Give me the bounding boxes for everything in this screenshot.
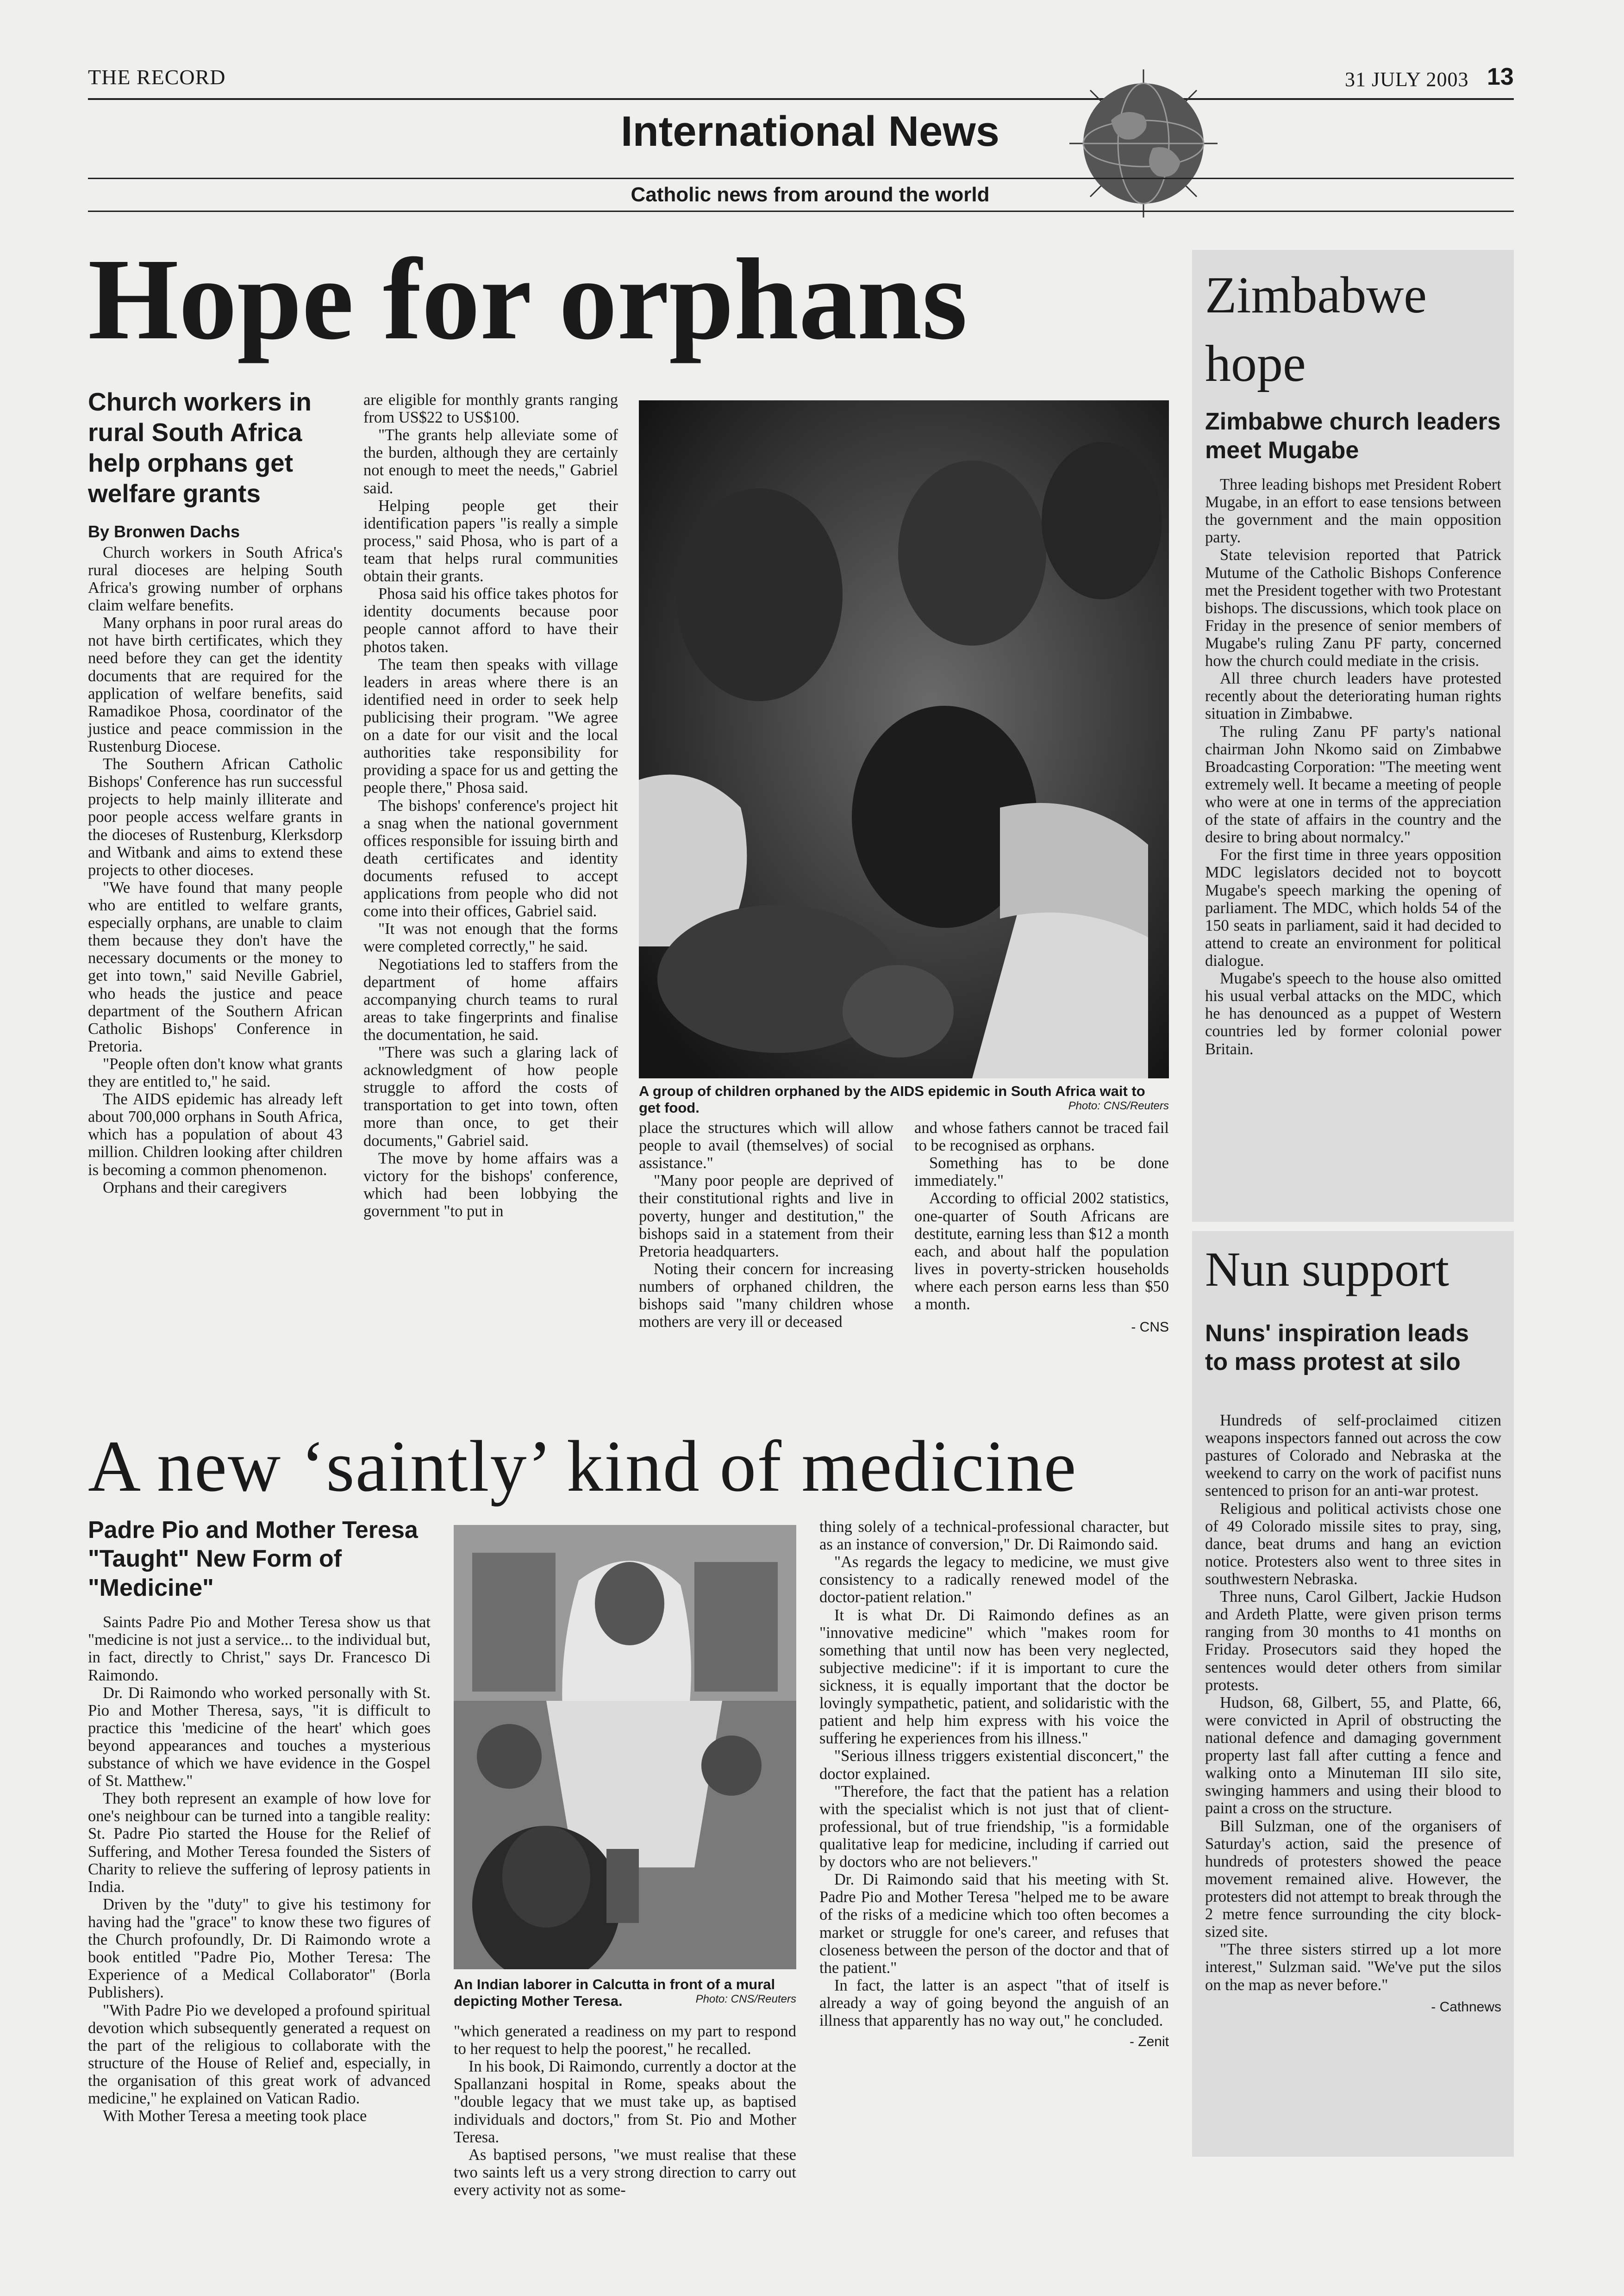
paragraph: In his book, Di Raimondo, currently a doctor at the Spallanzani hospital in Rome, speaks about the "double legacy that we must take up, as baptised individuals and doctors," from St. Pio and Mother Teresa. bbox=[454, 2058, 796, 2146]
story2-column-2 bbox=[454, 2022, 796, 2199]
sidebar2-body bbox=[1205, 1412, 1501, 2015]
paragraph: "People often don't know what grants they are entitled to," he said. bbox=[88, 1055, 343, 1091]
caption-text: An Indian laborer in Calcutta in front of a mural depicting Mother Teresa. bbox=[454, 1976, 775, 2009]
paragraph: Bill Sulzman, one of the organisers of Saturday's action, said the presence of hundreds of protesters showed the peace movement remained alive. However, the protesters did not attempt to break through the 2 metre fence surrounding the city block-sized site. bbox=[1205, 1817, 1501, 1941]
issue-date: 31 JULY 2003 bbox=[1345, 68, 1469, 91]
paragraph: In fact, the latter is an aspect "that of itself is already a way of going beyond the anguish of an illness that apparently has no way out," he concluded. bbox=[819, 1976, 1169, 2030]
story1-column-2 bbox=[363, 391, 618, 1220]
story2-photo-caption bbox=[454, 1976, 796, 2009]
paragraph: The ruling Zanu PF party's national chairman John Nkomo said on Zimbabwe Broadcasting Corporation: "The meeting went extremely well. It became a meeting of people who were at one in terms of the appreciation of the state of affairs in the country and the desire to bring about normalcy." bbox=[1205, 722, 1501, 846]
story1-deck: Church workers in rural South Africa help orphans get welfare grants bbox=[88, 387, 312, 508]
paragraph: Mugabe's speech to the house also omitted his usual verbal attacks on the MDC, which he has denounced as a puppet of Western countries led by former colonial power Britain. bbox=[1205, 970, 1501, 1058]
paragraph: "There was such a glaring lack of acknowledgment of how people struggle to afford the costs of transportation to get into town, often more than once, to get their documents," Gabriel said. bbox=[363, 1044, 618, 1150]
paragraph: As baptised persons, "we must realise that these two saints left us a very strong direction to carry out every activity not as some- bbox=[454, 2146, 796, 2199]
story2-column-1 bbox=[88, 1516, 431, 2125]
story1-photo-caption bbox=[639, 1083, 1169, 1116]
children-photo bbox=[639, 400, 1169, 1078]
story1-byline: By Bronwen Dachs bbox=[88, 522, 240, 541]
paragraph: The Southern African Catholic Bishops' Conference has run successful projects to help mainly illiterate and poor people access welfare grants in the dioceses of Rustenburg, Klerksdorp and Witbank and aims to extend these projects to other dioceses. bbox=[88, 755, 343, 879]
masthead-rule bbox=[88, 98, 1514, 100]
paragraph: Saints Padre Pio and Mother Teresa show us that "medicine is not just a service... to the individual but, in fact, directly to Christ," says Dr. Francesco Di Raimondo. bbox=[88, 1613, 431, 1684]
sidebar2-deck: Nuns' inspiration leads to mass protest at silo bbox=[1205, 1320, 1469, 1376]
paragraph: The team then speaks with village leaders in areas where there is an identified need in order to seek help publicising their program. "We agree on a date for our visit and the local authorities take responsibility for providing a space for us and getting the people there," Phosa said. bbox=[363, 655, 618, 797]
story2-deck: Padre Pio and Mother Teresa "Taught" New Form of "Medicine" bbox=[88, 1517, 418, 1601]
paragraph: "Serious illness triggers existential disconcert," the doctor explained. bbox=[819, 1747, 1169, 1783]
paragraph: All three church leaders have protested recently about the deteriorating human rights situation in Zimbabwe. bbox=[1205, 670, 1501, 723]
paragraph: "The grants help alleviate some of the burden, although they are certainly not enough to meet the needs," Gabriel said. bbox=[363, 426, 618, 497]
paragraph: Negotiations led to staffers from the department of home affairs accompanying church teams to rural areas to take fingerprints and finalise the documentation, he said. bbox=[363, 955, 618, 1044]
paragraph: Hudson, 68, Gilbert, 55, and Platte, 66, were convicted in April of obstructing the national defence and damaging government property last fall after cutting a fence and walking onto a Minuteman III silo site, swinging hammers and using their blood to paint a cross on the structure. bbox=[1205, 1693, 1501, 1817]
paragraph: Something has to be done immediately." bbox=[914, 1154, 1169, 1190]
sidebar1-deck: Zimbabwe church leaders meet Mugabe bbox=[1205, 408, 1501, 464]
sidebar2-source: - Cathnews bbox=[1431, 1999, 1501, 2015]
section-rule-bottom bbox=[88, 211, 1514, 212]
paragraph: "The three sisters stirred up a lot more interest," Sulzman said. "We've put the silos on the map as never before." bbox=[1205, 1941, 1501, 1994]
paragraph: Church workers in South Africa's rural dioceses are helping South Africa's growing number of orphans claim welfare benefits. bbox=[88, 543, 343, 615]
paragraph: "Therefore, the fact that the patient has a relation with the specialist which is not just that of client-professional, but of true friendship, "is a formidable qualitative leap for medicine, including if carried out by doctors who are not believers." bbox=[819, 1782, 1169, 1871]
paragraph: According to official 2002 statistics, one-quarter of South Africans are destitute, earning less than $12 a month each, and about half the population lives in poverty-stricken households where each person earns less than $50 a month. bbox=[914, 1189, 1169, 1313]
paragraph: For the first time in three years opposition MDC legislators decided not to boycott Mugabe's speech marking the opening of parliament. The MDC, which holds 54 of the 150 seats in parliament, said it had decided to attend to create an environment for political dialogue. bbox=[1205, 846, 1501, 970]
story1-column-3 bbox=[639, 1119, 893, 1331]
section-rule-top bbox=[88, 178, 1514, 179]
sidebar1-body bbox=[1205, 476, 1501, 1058]
story2-source: - Zenit bbox=[1129, 2034, 1169, 2050]
caption-text: A group of children orphaned by the AIDS epidemic in South Africa wait to get food. bbox=[639, 1083, 1145, 1116]
paragraph: "We have found that many people who are entitled to welfare grants, especially orphans, are unable to claim them because they don't have the necessary documents or the money to get into town," said Neville Gabriel, who heads the justice and peace department of the Southern African Catholic Bishops' Conference in Pretoria. bbox=[88, 878, 343, 1055]
paragraph: are eligible for monthly grants ranging from US$22 to US$100. bbox=[363, 391, 618, 427]
photo-credit: Photo: CNS/Reuters bbox=[695, 1992, 796, 2005]
paragraph: Hundreds of self-proclaimed citizen weapons inspectors fanned out across the cow pastures of Colorado and Nebraska at the weekend to carry on the work of pacifist nuns sentenced to prison for an anti-war protest. bbox=[1205, 1412, 1501, 1500]
paragraph: Three nuns, Carol Gilbert, Jackie Hudson and Ardeth Platte, were given prison terms ranging from 30 months to 41 months on Friday. Prosecutors said they hoped the sentences would deter others from similar protests. bbox=[1205, 1588, 1501, 1694]
story2-column-3 bbox=[819, 1518, 1169, 2049]
section-title: International News bbox=[621, 108, 999, 155]
paragraph: Religious and political activists chose one of 49 Colorado missile sites to pray, sing, dance, beat drums and hang an eviction notice. Protesters also went to three sites in southwestern Nebraska. bbox=[1205, 1500, 1501, 1588]
paragraph: The bishops' conference's project hit a snag when the national government offices responsible for issuing birth and death certificates and identity documents refused to accept applications from people who did not come into their offices, Gabriel said. bbox=[363, 796, 618, 921]
story1-headline: Hope for orphans bbox=[88, 234, 968, 364]
paragraph: Three leading bishops met President Robert Mugabe, in an effort to ease tensions between the government and the main opposition party. bbox=[1205, 476, 1501, 547]
paragraph: Orphans and their caregivers bbox=[103, 1178, 287, 1196]
paragraph: The AIDS epidemic has already left about 700,000 orphans in South Africa, which has a population of about 43 million. Children looking after children is becoming a common phenomenon. bbox=[88, 1090, 343, 1179]
paragraph: Dr. Di Raimondo who worked personally with St. Pio and Mother Theresa, says, "it is difficult to practice this 'medicine of the heart' which goes beyond appearances and touches a mysterious substance of which we have evidence in the Gospel of St. Matthew." bbox=[88, 1684, 431, 1790]
paragraph: Driven by the "duty" to give his testimony for having had the "grace" to know these two figures of the Church profoundly, Dr. Di Raimondo wrote a book entitled "Padre Pio, Mother Teresa: The Experience of a Medical Collaborator" (Borla Publishers). bbox=[88, 1895, 431, 2002]
story1-column-1 bbox=[88, 386, 343, 1196]
paragraph: thing solely of a technical-professional character, but as an instance of conversion," Dr. Di Raimondo said. bbox=[819, 1518, 1169, 1554]
paragraph: The move by home affairs was a victory for the bishops' conference, which had been lobbying the government "to put in bbox=[363, 1149, 618, 1220]
paragraph: "Many poor people are deprived of their constitutional rights and live in poverty, hunger and destitution," the bishops said in a statement from their Pretoria headquarters. bbox=[639, 1172, 893, 1260]
story1-column-4 bbox=[914, 1119, 1169, 1335]
paragraph: They both represent an example of how love for one's neighbour can be turned into a tangible reality: St. Padre Pio started the House for the Relief of Suffering, and Mother Teresa founded the Sisters of Charity to relieve the suffering of leprosy patients in India. bbox=[88, 1790, 431, 1896]
sidebar1-headline-line1: Zimbabwe bbox=[1205, 267, 1427, 324]
paragraph: "which generated a readiness on my part to respond to her request to help the poorest," he recalled. bbox=[454, 2022, 796, 2058]
paragraph: Dr. Di Raimondo said that his meeting with St. Padre Pio and Mother Teresa "helped me to be aware of the risks of a medicine which too often becomes a market or struggle for one's career, and refuses that closeness between the person of the doctor and that of the patient." bbox=[819, 1871, 1169, 1977]
paragraph: "It was not enough that the forms were completed correctly," he said. bbox=[363, 920, 618, 956]
paragraph: Helping people get their identification papers "is really a simple process," said Phosa, who is part of a team that helps rural communities obtain their grants. bbox=[363, 497, 618, 585]
paragraph: "With Padre Pio we developed a profound spiritual devotion which subsequently generated a request on the part of the religious to collaborate with the structure of the House of Relief and, especially, in the organisation of this great work of advanced medicine," he explained on Vatican Radio. bbox=[88, 2001, 431, 2108]
paragraph: State television reported that Patrick Mutume of the Catholic Bishops Conference met the President together with two Protestant bishops. The discussions, which took place on Friday in the presence of senior members of Mugabe's ruling Zanu PF party, concerned how the church could mediate in the crisis. bbox=[1205, 546, 1501, 670]
story1-source: - CNS bbox=[1131, 1319, 1169, 1335]
paragraph: With Mother Teresa a meeting took place bbox=[103, 2107, 367, 2125]
paragraph: It is what Dr. Di Raimondo defines as an "innovative medicine" which "makes room for something that until now has been very neglected, subjective medicine": if it is important to cure the sickness, it is equally important that the doctor be lovingly sympathetic, patient, and solidaristic with the patient and help him express with his voice the suffering he experiences from his illness." bbox=[819, 1606, 1169, 1748]
sidebar1-headline-line2: hope bbox=[1205, 335, 1306, 392]
paragraph: Noting their concern for increasing numbers of orphaned children, the bishops said "many children whose mothers are very ill or deceased bbox=[639, 1260, 893, 1331]
paragraph: Phosa said his office takes photos for identity documents because poor people cannot afford to have their photos taken. bbox=[363, 585, 618, 656]
paragraph: and whose fathers cannot be traced fail to be recognised as orphans. bbox=[914, 1119, 1169, 1155]
page-number: 13 bbox=[1487, 63, 1514, 90]
paper-name: THE RECORD bbox=[88, 65, 226, 89]
story2-headline: A new ‘saintly’ kind of medicine bbox=[88, 1426, 1077, 1507]
paragraph: "As regards the legacy to medicine, we must give consistency to a radically renewed model of the doctor-patient relation." bbox=[819, 1553, 1169, 1606]
photo-credit: Photo: CNS/Reuters bbox=[1068, 1099, 1169, 1112]
paragraph: Many orphans in poor rural areas do not have birth certificates, which they need before they can get the identity documents that are required for the application of welfare benefits, said Ramadikoe Phosa, coordinator of the justice and peace commission in the Rustenburg Diocese. bbox=[88, 614, 343, 755]
mural-photo bbox=[454, 1525, 796, 1969]
section-tagline: Catholic news from around the world bbox=[631, 183, 990, 206]
paragraph: place the structures which will allow people to avail (themselves) of social assistance." bbox=[639, 1119, 893, 1172]
sidebar2-headline: Nun support bbox=[1205, 1242, 1449, 1296]
